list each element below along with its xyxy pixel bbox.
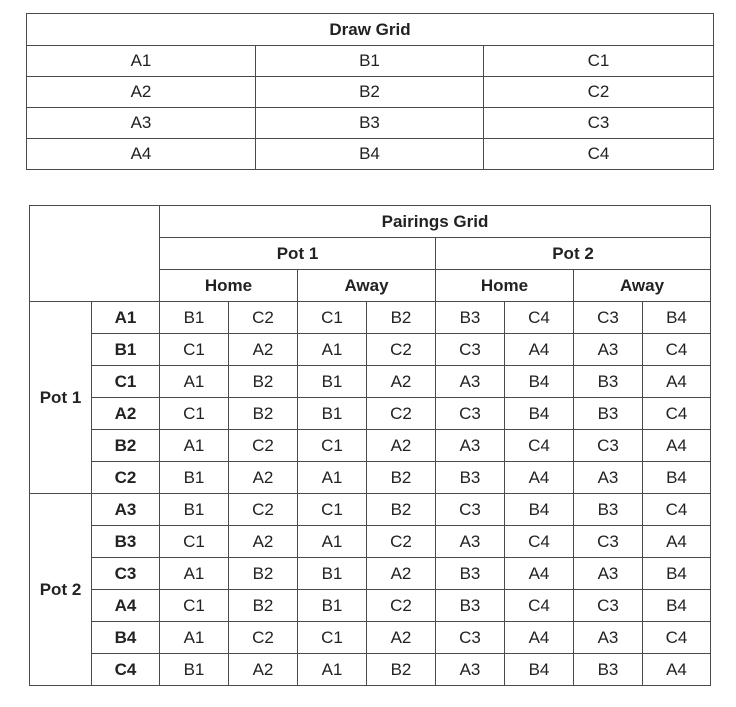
pairing-cell: A3	[436, 366, 505, 398]
pairing-cell: B2	[229, 558, 298, 590]
pairing-cell: A4	[643, 366, 711, 398]
pairing-cell: A4	[505, 462, 574, 494]
pairing-cell: C4	[643, 398, 711, 430]
table-row	[30, 334, 711, 366]
pairing-cell: B3	[574, 654, 643, 686]
pairing-cell: C2	[229, 302, 298, 334]
pairing-cell: C3	[436, 494, 505, 526]
pairing-cell: C3	[574, 590, 643, 622]
pairing-cell: A2	[367, 430, 436, 462]
team-label: C4	[92, 654, 160, 686]
pairing-cell: C4	[643, 334, 711, 366]
team-label: C2	[92, 462, 160, 494]
pairing-cell: B3	[574, 494, 643, 526]
pairing-cell: C3	[436, 398, 505, 430]
pairing-cell: B3	[574, 366, 643, 398]
pairing-cell: C1	[298, 430, 367, 462]
pairing-cell: C3	[574, 430, 643, 462]
pairing-cell: A1	[298, 654, 367, 686]
table-row	[27, 108, 714, 139]
table-row	[30, 462, 711, 494]
draw-grid-cell: C2	[484, 77, 714, 108]
pairing-cell: A1	[298, 526, 367, 558]
pairing-cell: B4	[505, 366, 574, 398]
pairing-cell: A2	[367, 558, 436, 590]
draw-grid-cell: B2	[256, 77, 484, 108]
team-label: B3	[92, 526, 160, 558]
pairings-body	[30, 302, 711, 686]
pairing-cell: B4	[643, 590, 711, 622]
team-label: B4	[92, 622, 160, 654]
pairing-cell: A1	[160, 366, 229, 398]
draw-grid-cell: A1	[27, 46, 256, 77]
pairing-cell: B1	[160, 302, 229, 334]
pairing-cell: C4	[505, 430, 574, 462]
pairing-cell: B1	[298, 590, 367, 622]
draw-grid-cell: A2	[27, 77, 256, 108]
pairing-cell: B4	[643, 462, 711, 494]
pairing-cell: B2	[367, 494, 436, 526]
draw-grid-cell: C1	[484, 46, 714, 77]
pot-header: Pot 1	[160, 238, 436, 270]
pairing-cell: A3	[436, 654, 505, 686]
pairing-cell: C2	[229, 430, 298, 462]
pairing-cell: A4	[643, 430, 711, 462]
table-row	[30, 302, 711, 334]
pairing-cell: A4	[505, 558, 574, 590]
draw-grid-cell: B4	[256, 139, 484, 170]
pairings-grid-title: Pairings Grid	[160, 206, 711, 238]
pairing-cell: A2	[367, 366, 436, 398]
pairing-cell: A4	[643, 526, 711, 558]
pairing-cell: B3	[436, 302, 505, 334]
pairing-cell: B1	[160, 462, 229, 494]
pairings-title-row	[30, 206, 711, 238]
pairing-cell: B4	[505, 398, 574, 430]
pairing-cell: C1	[160, 334, 229, 366]
draw-grid-table	[26, 13, 714, 170]
team-label: B2	[92, 430, 160, 462]
pairing-cell: B2	[367, 654, 436, 686]
pairing-cell: C1	[298, 622, 367, 654]
team-label: A3	[92, 494, 160, 526]
table-row	[30, 430, 711, 462]
table-row	[30, 622, 711, 654]
table-row	[30, 494, 711, 526]
pairing-cell: A4	[505, 622, 574, 654]
pairing-cell: C3	[574, 302, 643, 334]
pairing-cell: B1	[298, 558, 367, 590]
table-row	[30, 398, 711, 430]
pairing-cell: A1	[298, 334, 367, 366]
pairing-cell: B3	[436, 462, 505, 494]
pairing-cell: B1	[298, 366, 367, 398]
pairing-cell: B3	[436, 590, 505, 622]
pairing-cell: C2	[367, 398, 436, 430]
pairing-cell: B3	[574, 398, 643, 430]
pairing-cell: A4	[505, 334, 574, 366]
pairing-cell: B3	[436, 558, 505, 590]
team-label: C1	[92, 366, 160, 398]
pairing-cell: C2	[229, 494, 298, 526]
draw-grid-cell: C4	[484, 139, 714, 170]
pairing-cell: C4	[643, 494, 711, 526]
pairing-cell: C1	[160, 590, 229, 622]
pairing-cell: C2	[229, 622, 298, 654]
pairing-cell: A2	[229, 462, 298, 494]
pairing-cell: C1	[160, 526, 229, 558]
pairing-cell: A3	[574, 558, 643, 590]
empty-corner-cell	[30, 206, 160, 302]
pairing-cell: A2	[367, 622, 436, 654]
pairing-cell: C2	[367, 334, 436, 366]
pairing-cell: B2	[229, 590, 298, 622]
team-label: B1	[92, 334, 160, 366]
pairing-cell: C4	[505, 302, 574, 334]
table-row	[30, 558, 711, 590]
table-row	[30, 654, 711, 686]
draw-grid-cell: A4	[27, 139, 256, 170]
draw-grid-title: Draw Grid	[27, 14, 714, 46]
draw-grid-cell: C3	[484, 108, 714, 139]
pot-row-label: Pot 1	[30, 302, 92, 494]
pairing-cell: B2	[367, 462, 436, 494]
pairing-cell: C1	[298, 302, 367, 334]
table-row	[27, 46, 714, 77]
pairing-cell: A3	[436, 526, 505, 558]
pairing-cell: B4	[505, 494, 574, 526]
draw-grid-cell: B1	[256, 46, 484, 77]
pairing-cell: B1	[160, 654, 229, 686]
pairing-cell: A4	[643, 654, 711, 686]
pairing-cell: A1	[160, 622, 229, 654]
team-label: A1	[92, 302, 160, 334]
table-row	[27, 77, 714, 108]
team-label: C3	[92, 558, 160, 590]
pairing-cell: A3	[574, 462, 643, 494]
side-header: Away	[574, 270, 711, 302]
pairing-cell: B4	[643, 302, 711, 334]
pairing-cell: A3	[574, 622, 643, 654]
pairing-cell: B1	[298, 398, 367, 430]
draw-grid-cell: A3	[27, 108, 256, 139]
side-header: Home	[436, 270, 574, 302]
pairing-cell: C4	[505, 526, 574, 558]
pairing-cell: C2	[367, 526, 436, 558]
pairing-cell: A1	[160, 430, 229, 462]
team-label: A4	[92, 590, 160, 622]
side-header: Away	[298, 270, 436, 302]
pairing-cell: B2	[367, 302, 436, 334]
pairing-cell: B2	[229, 366, 298, 398]
pairing-cell: A3	[436, 430, 505, 462]
pairing-cell: A2	[229, 526, 298, 558]
pairing-cell: A2	[229, 654, 298, 686]
pairing-cell: B2	[229, 398, 298, 430]
table-row	[30, 590, 711, 622]
pairing-cell: A3	[574, 334, 643, 366]
pairing-cell: A1	[160, 558, 229, 590]
pairing-cell: B4	[643, 558, 711, 590]
draw-grid-header-row	[27, 14, 714, 46]
pairing-cell: C3	[436, 334, 505, 366]
pot-row-label: Pot 2	[30, 494, 92, 686]
pairing-cell: C3	[436, 622, 505, 654]
pairing-cell: C2	[367, 590, 436, 622]
pairing-cell: B4	[505, 654, 574, 686]
side-header: Home	[160, 270, 298, 302]
team-label: A2	[92, 398, 160, 430]
pairing-cell: B1	[160, 494, 229, 526]
table-row	[30, 366, 711, 398]
pairing-cell: C1	[298, 494, 367, 526]
pairing-cell: C4	[643, 622, 711, 654]
pot-header: Pot 2	[436, 238, 711, 270]
pairing-cell: C1	[160, 398, 229, 430]
table-row	[30, 526, 711, 558]
pairing-cell: A1	[298, 462, 367, 494]
pairing-cell: C3	[574, 526, 643, 558]
table-row	[27, 139, 714, 170]
pairing-cell: A2	[229, 334, 298, 366]
pairing-cell: C4	[505, 590, 574, 622]
pairings-grid-table	[29, 205, 711, 686]
draw-grid-cell: B3	[256, 108, 484, 139]
